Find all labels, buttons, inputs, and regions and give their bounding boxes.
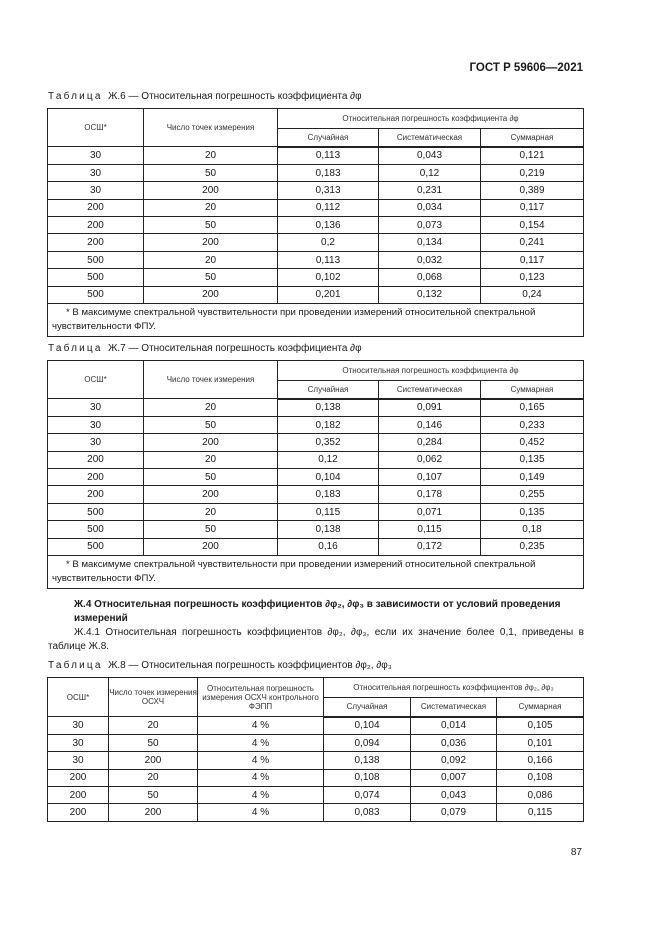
table-cell: 0,086 [497, 787, 584, 804]
table-cell: 0,352 [278, 434, 379, 451]
table-cell: 0,007 [411, 769, 497, 786]
footnote-text: * В максимуме спектральной чувствительности при проведении измерений относительной спектральной чувствительности ФПУ. [52, 559, 536, 585]
table-cell: 0,113 [278, 147, 379, 165]
table-cell: 0,12 [278, 451, 379, 468]
caption-text: Ж.8 — Относительная погрешность коэффициентов ∂φ₂, ∂φ₃ [108, 660, 392, 671]
table-cell: 0,079 [411, 804, 497, 821]
section-paragraph: Ж.4.1 Относительная погрешность коэффициентов ∂φ₂, ∂φ₃, если их значение более 0,1, приведены в таблице Ж.8. [48, 627, 584, 652]
table-cell: 0,092 [411, 752, 497, 769]
table-cell: 20 [109, 769, 198, 786]
table-cell: 0,255 [481, 486, 584, 503]
table-cell: 50 [144, 521, 278, 538]
table-cell: 50 [109, 787, 198, 804]
table-cell: 0,074 [324, 787, 411, 804]
table-cell: 0,452 [481, 434, 584, 451]
table-footnote [48, 304, 584, 337]
table-cell: 20 [144, 399, 278, 417]
table-cell: 20 [109, 717, 198, 735]
caption-text: Ж.7 — Относительная погрешность коэффициента ∂φ [108, 343, 362, 354]
table-cell: 0,101 [497, 734, 584, 751]
table-cell: 0,068 [379, 269, 481, 286]
table-row [48, 752, 584, 769]
table-cell: 200 [144, 182, 278, 199]
table-caption [48, 91, 362, 102]
table-cell: 0,235 [481, 538, 584, 555]
header-group: Относительная погрешность коэффициента ∂φ [278, 361, 584, 381]
header-random: Случайная [324, 698, 411, 717]
table-cell: 4 % [198, 787, 324, 804]
table-cell: 200 [48, 804, 109, 821]
table-cell: 500 [48, 251, 144, 268]
table-cell: 0,219 [481, 164, 584, 181]
table-cell: 0,115 [497, 804, 584, 821]
table-cell: 30 [48, 164, 144, 181]
table-cell: 0,108 [497, 769, 584, 786]
table-cell: 0,032 [379, 251, 481, 268]
table-cell: 200 [109, 804, 198, 821]
table-row [48, 787, 584, 804]
table-cell: 0,389 [481, 182, 584, 199]
table-cell: 0,183 [278, 164, 379, 181]
table-cell: 200 [48, 469, 144, 486]
table-row [48, 717, 584, 735]
table-cell: 500 [48, 286, 144, 303]
table-row [48, 251, 584, 268]
table-cell: 0,284 [379, 434, 481, 451]
table-row [48, 399, 584, 417]
table-cell: 0,182 [278, 416, 379, 433]
table-cell: 0,108 [324, 769, 411, 786]
table-cell: 50 [144, 164, 278, 181]
table-cell: 50 [144, 416, 278, 433]
table-cell: 0,071 [379, 503, 481, 520]
table-cell: 0,313 [278, 182, 379, 199]
table-cell: 200 [109, 752, 198, 769]
table-cell: 50 [144, 269, 278, 286]
table-cell: 200 [144, 538, 278, 555]
table-cell: 50 [144, 217, 278, 234]
header-points: Число точек измерения [144, 361, 278, 399]
header-systematic: Систематическая [379, 381, 481, 399]
table-cell: 20 [144, 503, 278, 520]
header-total: Суммарная [481, 129, 584, 147]
table-cell: 50 [144, 469, 278, 486]
table-cell: 0,132 [379, 286, 481, 303]
table-cell: 0,138 [278, 399, 379, 417]
table-cell: 200 [144, 434, 278, 451]
table-cell: 4 % [198, 752, 324, 769]
table-cell: 0,062 [379, 451, 481, 468]
table-zh8 [47, 677, 584, 822]
table-cell: 200 [48, 234, 144, 251]
table-cell: 0,107 [379, 469, 481, 486]
table-cell: 0,104 [278, 469, 379, 486]
table-caption [48, 343, 362, 354]
table-cell: 20 [144, 251, 278, 268]
table-zh7 [47, 360, 584, 589]
header-random: Случайная [278, 381, 379, 399]
table-cell: 50 [109, 734, 198, 751]
table-cell: 0,104 [324, 717, 411, 735]
table-cell: 0,073 [379, 217, 481, 234]
caption-text: Ж.6 — Относительная погрешность коэффициента ∂φ [108, 91, 362, 102]
table-cell: 30 [48, 416, 144, 433]
header-meas-error: Относительная погрешность измерения ОСХЧ контрольного ФЭПП [198, 678, 324, 717]
table-cell: 0,135 [481, 451, 584, 468]
table-cell: 0,113 [278, 251, 379, 268]
table-row [48, 804, 584, 821]
table-cell: 20 [144, 199, 278, 216]
caption-label: Таблица [48, 660, 103, 671]
table-row [48, 269, 584, 286]
table-cell: 4 % [198, 769, 324, 786]
table-cell: 0,117 [481, 199, 584, 216]
table-cell: 0,138 [324, 752, 411, 769]
table-row [48, 469, 584, 486]
table-cell: 0,16 [278, 538, 379, 555]
table-row [48, 164, 584, 181]
table-cell: 0,115 [278, 503, 379, 520]
table-cell: 0,201 [278, 286, 379, 303]
table-cell: 500 [48, 538, 144, 555]
table-cell: 0,149 [481, 469, 584, 486]
table-cell: 0,183 [278, 486, 379, 503]
table-row [48, 486, 584, 503]
header-group: Относительная погрешность коэффициента ∂φ [278, 109, 584, 129]
table-cell: 0,123 [481, 269, 584, 286]
table-cell: 0,12 [379, 164, 481, 181]
footnote-text: * В максимуме спектральной чувствительности при проведении измерений относительной спектральной чувствительности ФПУ. [52, 307, 536, 333]
table-cell: 200 [48, 769, 109, 786]
table-cell: 200 [144, 286, 278, 303]
header-random: Случайная [278, 129, 379, 147]
table-row [48, 734, 584, 751]
table-cell: 0,165 [481, 399, 584, 417]
table-cell: 0,136 [278, 217, 379, 234]
table-cell: 0,121 [481, 147, 584, 165]
header-systematic: Систематическая [411, 698, 497, 717]
table-footnote [48, 556, 584, 589]
table-row [48, 434, 584, 451]
table-row [48, 769, 584, 786]
table-cell: 20 [144, 451, 278, 468]
table-cell: 500 [48, 521, 144, 538]
table-row [48, 199, 584, 216]
table-cell: 4 % [198, 734, 324, 751]
table-zh6 [47, 108, 584, 337]
table-cell: 0,18 [481, 521, 584, 538]
table-cell: 30 [48, 734, 109, 751]
table-caption [48, 660, 392, 671]
section-heading: Ж.4 Относительная погрешность коэффициентов ∂φ₂, ∂φ₃ в зависимости от условий проведения измерений [74, 599, 561, 624]
table-cell: 200 [48, 787, 109, 804]
table-cell: 4 % [198, 804, 324, 821]
table-cell: 0,2 [278, 234, 379, 251]
table-cell: 0,134 [379, 234, 481, 251]
header-total: Суммарная [497, 698, 584, 717]
caption-label: Таблица [48, 91, 103, 102]
table-cell: 0,24 [481, 286, 584, 303]
caption-label: Таблица [48, 343, 103, 354]
table-cell: 200 [48, 451, 144, 468]
header-snr: ОСШ* [48, 678, 109, 717]
table-cell: 30 [48, 434, 144, 451]
table-cell: 0,117 [481, 251, 584, 268]
table-cell: 0,241 [481, 234, 584, 251]
table-cell: 200 [144, 234, 278, 251]
table-cell: 0,102 [278, 269, 379, 286]
table-cell: 0,172 [379, 538, 481, 555]
table-cell: 0,034 [379, 199, 481, 216]
standard-number: ГОСТ Р 59606—2021 [469, 62, 583, 74]
table-cell: 0,105 [497, 717, 584, 735]
table-cell: 0,138 [278, 521, 379, 538]
table-cell: 0,231 [379, 182, 481, 199]
table-cell: 0,043 [411, 787, 497, 804]
table-cell: 500 [48, 503, 144, 520]
table-cell: 0,083 [324, 804, 411, 821]
header-systematic: Систематическая [379, 129, 481, 147]
table-cell: 200 [48, 217, 144, 234]
table-cell: 0,233 [481, 416, 584, 433]
table-row [48, 451, 584, 468]
table-cell: 0,094 [324, 734, 411, 751]
table-row [48, 147, 584, 165]
table-cell: 0,135 [481, 503, 584, 520]
header-total: Суммарная [481, 381, 584, 399]
header-points: Число точек измерения ОСХЧ [109, 678, 198, 717]
table-cell: 30 [48, 182, 144, 199]
table-row [48, 503, 584, 520]
table-cell: 0,115 [379, 521, 481, 538]
table-cell: 0,178 [379, 486, 481, 503]
header-snr: ОСШ* [48, 361, 144, 399]
header-points: Число точек измерения [144, 109, 278, 147]
table-row [48, 538, 584, 555]
table-row [48, 286, 584, 303]
table-cell: 20 [144, 147, 278, 165]
table-cell: 0,036 [411, 734, 497, 751]
table-cell: 0,091 [379, 399, 481, 417]
table-cell: 0,112 [278, 199, 379, 216]
table-row [48, 416, 584, 433]
header-snr: ОСШ* [48, 109, 144, 147]
table-cell: 500 [48, 269, 144, 286]
table-cell: 200 [48, 486, 144, 503]
table-cell: 4 % [198, 717, 324, 735]
table-cell: 0,014 [411, 717, 497, 735]
table-cell: 30 [48, 717, 109, 735]
table-cell: 0,154 [481, 217, 584, 234]
table-row [48, 234, 584, 251]
table-cell: 30 [48, 147, 144, 165]
table-cell: 0,166 [497, 752, 584, 769]
table-cell: 0,043 [379, 147, 481, 165]
table-cell: 30 [48, 752, 109, 769]
table-row [48, 521, 584, 538]
table-cell: 200 [144, 486, 278, 503]
table-cell: 200 [48, 199, 144, 216]
table-row [48, 217, 584, 234]
header-group: Относительная погрешность коэффициентов ∂φ₂, ∂φ₃ [324, 678, 584, 698]
table-cell: 0,146 [379, 416, 481, 433]
table-cell: 30 [48, 399, 144, 417]
table-row [48, 182, 584, 199]
page-number: 87 [570, 847, 582, 858]
